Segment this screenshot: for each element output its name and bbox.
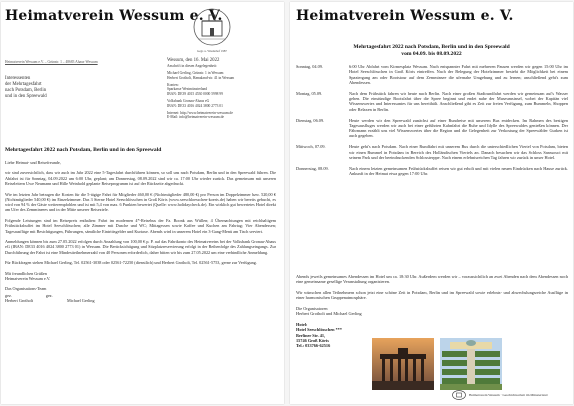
schedule-day: Donnerstag, 08.09. (296, 165, 329, 171)
info-line: IBAN: DE33 4016 4024 3800 2773 01 (167, 103, 223, 108)
hotel-line: Hotel: (296, 322, 308, 327)
contact-info-box (167, 64, 277, 122)
info-line: E-Mail: info@heimatverein-wessum.de (167, 115, 224, 120)
schedule-text: Heute werden wir den Spreewald zunächst auf einer Rundreise mit unserem Bus entdecken. Im Rahmen des bestigen Tagesausfluges werden wir auch bei einer geführten Kahnfahrt die Ruhe und Idylle des Spreewaldes genießen können. Der Fährmann erzählt uns viel Wissenswertes über die Region und die Gelegenheit zur Verkostung der Spreewälder Gurken ist auch gegeben. (349, 117, 568, 139)
sanssouci-palace-photo (440, 338, 502, 390)
recipient-line: nach Potsdam, Berlin (5, 88, 47, 93)
castle-crest-icon (190, 7, 234, 49)
info-block (167, 99, 277, 108)
info-block (167, 111, 277, 120)
letter-page (1, 2, 284, 404)
schedule-row (296, 118, 568, 139)
logo-caption: Gegr. u. Wiederhof 1987 (197, 49, 227, 53)
services-paragraph: Folgende Leistungen sind im Reisepreis enthalten: Fahrt im modernen 4*-Reisebus der Fa. Boonk aus Wüllen; 4 Übernachtungen mit reichhaltigem Frühstücksbuffet im Hotel Seeschlösschen; alle Zimmer mit Dusche und WC; Mittagessen sowie Kaffee und Kuchen am Fahrtag; Vier Abendessen; Tagesausflüge mit Besichtigungen, Führungen, sämtliche Eintrittsgelder und Kurtaxe. Abends wird in unserem Hotel ein 3-Gang-Menü am Tisch serviert. (5, 217, 276, 234)
schedule-row (296, 91, 568, 112)
team-line: Das Organisations-Team (5, 286, 47, 292)
brandenburg-gate-photo (372, 338, 434, 390)
schedule-row (296, 144, 568, 160)
letter-title: Mehrtagesfahrt 2022 nach Potsdam, Berlin und in den Spreewald (5, 147, 162, 153)
schedule-row (296, 166, 568, 177)
info-line: IBAN: DE39 4015 4530 0000 5998 99 (167, 91, 223, 96)
sender-line: Heimatverein Wessum e.V. – Grünstr. 1 – 48683 Ahaus-Wessum (5, 60, 98, 64)
greeting: Liebe Heimat- und Reisefreunde, (5, 160, 61, 165)
wishes-note: Wir wünschen allen Teilnehmern schon jetzt eine schöne Zeit in Potsdam, Berlin und im Spreewald sowie erlebnis- und abwechslungsreiche Ausflüge in einer harmonischen Gruppenatmosphäre. (296, 289, 568, 301)
info-line: Sparkasse Westmünsterland (167, 87, 208, 92)
schedule-day: Mittwoch, 07.09. (296, 144, 326, 150)
registration-paragraph: Anmeldungen können bis zum 27.05.2022 erfolgen durch Anzahlung von 100,00 € p. P. auf das Fahrtkonto des Heimatvereins bei der Volksbank Gronau-Ahaus eG (IBAN: DE33 4016 4024 3800 2773 01) in Wessum. Die Berücksichtigung und Sitzplatzreservierung erfolgt in der Reihenfolge des Zahlungseingangs. Zur Durchführung der Fahrt ist eine Mindestteilnehmerzahl von 40 Personen erforderlich, daher bitten wir bis zum 27.05.2022 um eine verbindliche Anmeldung. (5, 239, 276, 255)
schedule-day: Sonntag, 04.09. (296, 64, 323, 69)
schedule-day: Dienstag, 06.09. (296, 117, 325, 123)
program-closing (296, 274, 568, 321)
schedule-text: Nach einem letzten gemeinsamen Frühstücksbuffet reisen wir gut erholt und mit vielen neuen Eindrücken nach Hause zurück. Ankunft in der Heimat etwa gegen 17:00 Uhr. (349, 165, 568, 177)
info-line: Konten: (167, 82, 179, 87)
brand-title: Heimatverein Wessum e. V. (5, 8, 223, 24)
footer-logo (452, 390, 547, 400)
schedule-day: Montag, 05.09. (296, 90, 323, 96)
schedule-text: Nach dem Frühstück fahren wir heute nach Berlin. Nach einer großen Stadtrundfahrt werden wir gemeinsam auf's Wasser gehen. Die einstündige Bootsfahrt über die Spree beginnt und endet nahe der Museumsinsel, wobei der Kapitän viel Wissenswertes und Interessantes für uns bereithält. Anschließend gibt es Zeit zur freien Verfügung, zum Bummeln, Shoppen oder Relaxen in Berlin. (349, 90, 568, 112)
letter-date: Wessum, den 16. Mai 2022 (167, 58, 220, 63)
letter-body (5, 160, 276, 303)
hotel-line: Tel.: 033766-62516 (296, 343, 331, 349)
footer-crest-icon (452, 390, 466, 400)
schedule-row (296, 64, 568, 85)
info-line: Anschrift in diesen Angelegenheit: (167, 64, 217, 68)
brand-title-2: Heimatverein Wessum e. V. (296, 8, 514, 24)
regards: Mit freundlichen Grüßen Heimatverein Wessum e.V. (5, 270, 51, 281)
organizers-note: Die Organisatoren Herbert Grotholt und Michael Gerling (296, 305, 362, 316)
sig-mark-2: gez. (45, 292, 53, 298)
info-block (167, 83, 277, 97)
info-line: Volksbank Gronau-Ahaus eG (167, 99, 210, 104)
recipient-line: Interessenten (5, 76, 31, 81)
intro-paragraph: wir sind zuversichtlich, dass wir auch im Jahr 2022 eine 5-Tagesfahrt durchführen können, so soll uns nach Potsdam, Berlin und in den Spreewald führen. Die Abfahrt ist für Sonntag, 04.09.2022 um 6:00 Uhr, geplant; am Donnerstag, 08.09.2022 sind wir ca. 17:00 Uhr wieder zurück. Das gemeinsam mit unseren Reiseleitern Uwe Neumann und Hille Weinhold geplante Reiseprogramm ist auf der Rückseite abgedruckt. (5, 170, 276, 187)
schedule-text: 6:00 Uhr Abfahrt vom Kirmesplatz Wessum. Nach entspannter Fahrt mit mehreren Pausen werden wir gegen 15:00 Uhr im Hotel Seeschlösschen in Groß Köris eintreffen. Nach der Belegung der Hotelzimmer besteht die Möglichkeit bei einem Spaziergang am oder Bootstour auf dem Zemminsee die ufernahe Umgebung und zu lernen; anschließend geht's zum Abendessen. (349, 64, 568, 85)
signatory-2: Michael Gerling (67, 297, 95, 303)
program-page (290, 2, 573, 404)
evening-note: Abends jeweils gemeinsames Abendessen im Hotel um ca. 18:30 Uhr. Außerdem werden wir – voraussichtlich an zwei Abenden nach dem Abendessen noch eine gemeinsame gesellige Veranstaltung organisieren. (296, 274, 568, 285)
info-block (167, 71, 277, 80)
hotel-address (296, 322, 342, 348)
info-line: Internet: http://www.heimatverein-wessum.de (167, 110, 233, 115)
association-logo (186, 7, 238, 53)
hotel-line: Berliner Str. 41, (296, 332, 326, 338)
info-line: Herbert Grotholt, Hamaland-str. 41 in Wessum (167, 75, 235, 80)
recipient-line: und in den Spreewald (5, 94, 47, 99)
contact-paragraph: Für Rückfragen stehen Michael Gerling, Tel. 02561-3038 oder 02561-72250 (dienstlich) und Herbert Grotholt, Tel. 02561-5753, gerne zur Verfügung. (5, 260, 257, 266)
cost-paragraph: Wie im letzten Jahr betragen die Kosten für die 5-tägige Fahrt für Mitglieder 460,00 € (Nichtmitglieder 480,00 €) pro Person im Doppelzimmer bzw. 520,00 € (Nichtmitglieder 540,00 €) im Einzelzimmer. Das 3 Sterne Hotel Seeschlösschen in Groß Köris (www.seeschloesschen-koeris.de) haben wir bereits gebucht, es wird von 94 % der Gäste weiterempfohlen und ist mit 5,4 von max. 6 Punkten bewertet (Quelle: www.holidaycheck.de). Ein wirklich gut bewertetes Hotel direkt am Ufer des Zemmineees und in der Mitte unserer Reiseziele. (5, 191, 276, 213)
signatory-1: Herbert Grotholt (5, 297, 34, 303)
brandenburg-gate-icon (372, 338, 434, 390)
info-line: Michael Gerling, Grünstr. 1 in Wessum (167, 71, 224, 76)
program-title: Mehrtagesfahrt 2022 nach Potsdam, Berlin und in den Spreewald vom 04.09. bis 08.09.2022 (353, 44, 510, 57)
hotel-line: Hotel Seeschlösschen *** (296, 327, 343, 333)
schedule-text: Heute geht's nach Potsdam. Nach einer Rundfahrt mit unserem Bus durch die unterschiedlichen Viertel von Potsdam, bieten wir einen Bummel in Potsdam in Bereich des Holländischen Viertels an. Danach besuchen wir das Schloss Sanssouci mit seinem Park und der beeindruckenden Schlossterppe. Nach einem erlebnisreichen Tag fahren wir zurück in unser Hotel. (349, 144, 568, 160)
sig-mark-1: gez. (5, 292, 12, 298)
day-schedule (296, 64, 568, 182)
palace-terraces-icon (440, 338, 502, 390)
signatories (5, 298, 276, 303)
info-block (167, 64, 277, 69)
footer-text: Heimatverein Wessum · Geschichtsarbeit im Münsterland (469, 393, 548, 397)
hotel-line: 15746 Groß Köris (296, 337, 329, 343)
recipient-line: der Mehrtagesfahrt (5, 82, 42, 87)
recipient-block (5, 76, 115, 100)
